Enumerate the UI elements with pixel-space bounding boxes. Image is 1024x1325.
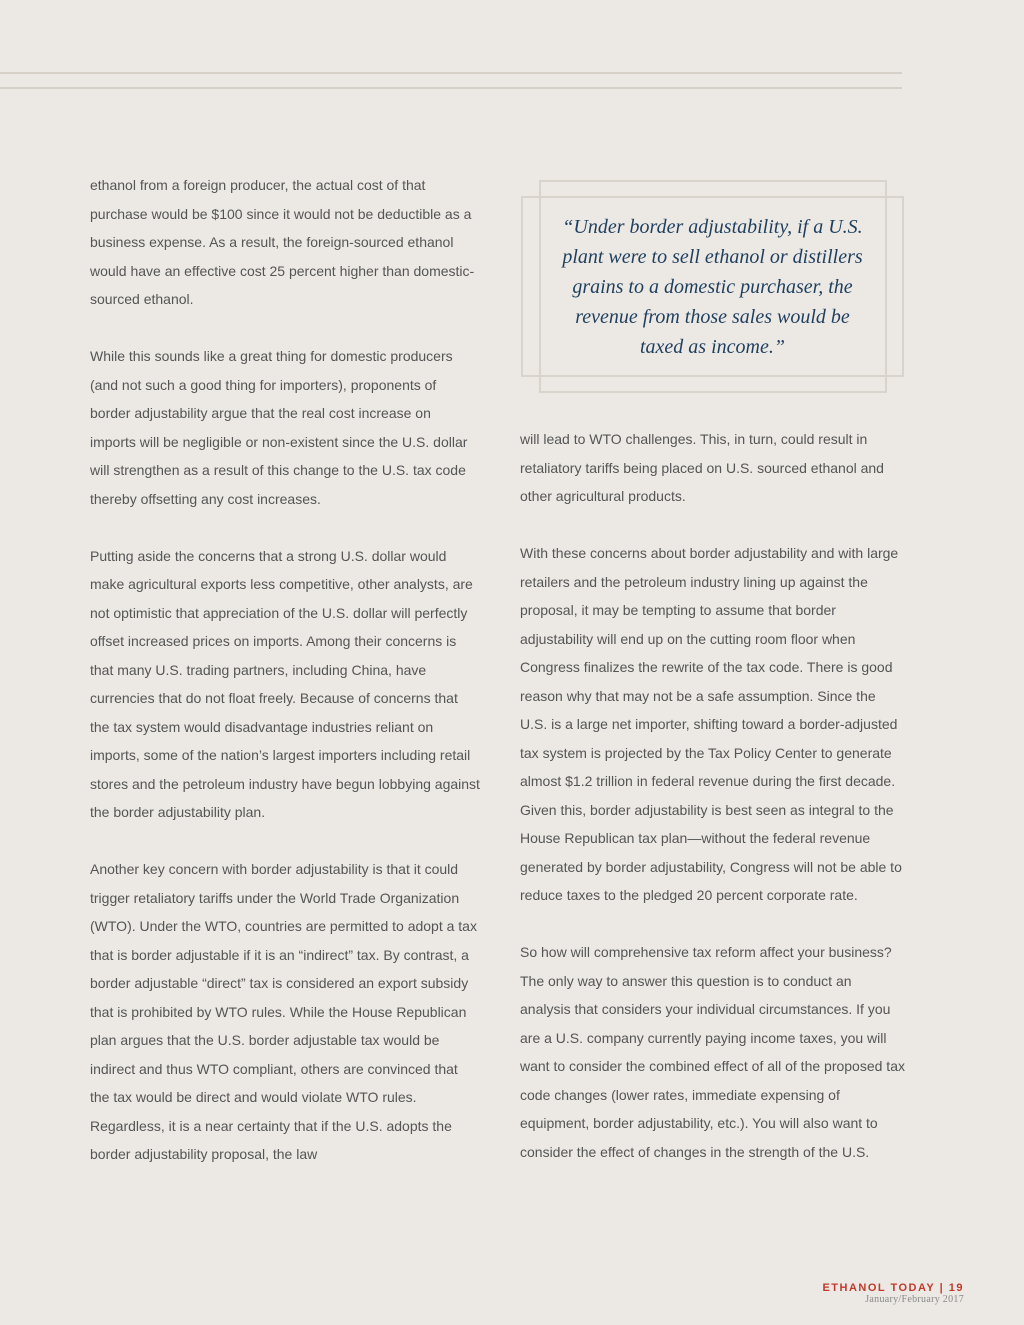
issue-date: January/February 2017 <box>865 1294 964 1305</box>
right-paragraph: So how will comprehensive tax reform affect your business? The only way to answer this question is to conduct an analysis that considers your individual circumstances. If you are a U.S. company currently paying income taxes, you will want to consider the combined effect of all of the proposed tax code changes (lower rates, immediate expensing of equipment, border adjustability, etc.). You will also want to consider the effect of changes in the strength of the U.S. <box>520 944 905 1160</box>
left-column <box>90 171 480 1197</box>
left-paragraph: Another key concern with border adjustability is that it could trigger retaliatory tariffs under the World Trade Organization (WTO). Under the WTO, countries are permitted to adopt a tax that is border adjustable if it is an “indirect” tax. By contrast, a border adjustable “direct” tax is considered an export subsidy that is prohibited by WTO rules. While the House Republican plan argues that the U.S. border adjustable tax would be indirect and thus WTO compliant, others are convinced that the tax would be direct and would violate WTO rules. Regardless, it is a near certainty that if the U.S. adopts the border adjustability proposal, the law <box>90 861 477 1162</box>
right-paragraph: will lead to WTO challenges. This, in turn, could result in retaliatory tariffs being placed on U.S. sourced ethanol and other agricultural products. <box>520 431 884 504</box>
pull-quote-text: “Under border adjustability, if a U.S. plant were to sell ethanol or distillers grains to a domestic purchaser, the revenue from those sales would be taxed as income.” <box>562 216 863 358</box>
magazine-title-page-number: ETHANOL TODAY | 19 <box>822 1282 964 1294</box>
right-column <box>520 425 905 1195</box>
right-paragraph: With these concerns about border adjustability and with large retailers and the petroleum industry lining up against the proposal, it may be tempting to assume that border adjustability will end up on the cutting room floor when Congress finalizes the rewrite of the tax code. There is good reason why that may not be a safe assumption. Since the U.S. is a large net importer, shifting toward a border-adjusted tax system is projected by the Tax Policy Center to generate almost $1.2 trillion in federal revenue during the first decade. Given this, border adjustability is best seen as integral to the House Republican tax plan—without the federal revenue generated by border adjustability, Congress will not be able to reduce taxes to the pledged 20 percent corporate rate. <box>520 545 902 903</box>
left-paragraph: ethanol from a foreign producer, the actual cost of that purchase would be $100 since it would not be deductible as a business expense. As a result, the foreign-sourced ethanol would have an effective cost 25 percent higher than domestic-sourced ethanol. <box>90 177 475 307</box>
header-rule-top <box>0 72 902 74</box>
left-paragraph: While this sounds like a great thing for domestic producers (and not such a good thing for importers), proponents of border adjustability argue that the real cost increase on imports will be negligible or non-existent since the U.S. dollar will strengthen as a result of this change to the U.S. tax code thereby offsetting any cost increases. <box>90 348 468 507</box>
pull-quote-box <box>521 180 904 393</box>
page-footer <box>822 1282 964 1305</box>
left-paragraph: Putting aside the concerns that a strong U.S. dollar would make agricultural exports less competitive, other analysts, are not optimistic that appreciation of the U.S. dollar will perfectly offset increased prices on imports. Among their concerns is that many U.S. trading partners, including China, have currencies that do not float freely. Because of concerns that the tax system would disadvantage industries reliant on imports, some of the nation’s largest importers including retail stores and the petroleum industry have begun lobbying against the border adjustability plan. <box>90 547 480 820</box>
header-rule-bottom <box>0 87 902 89</box>
